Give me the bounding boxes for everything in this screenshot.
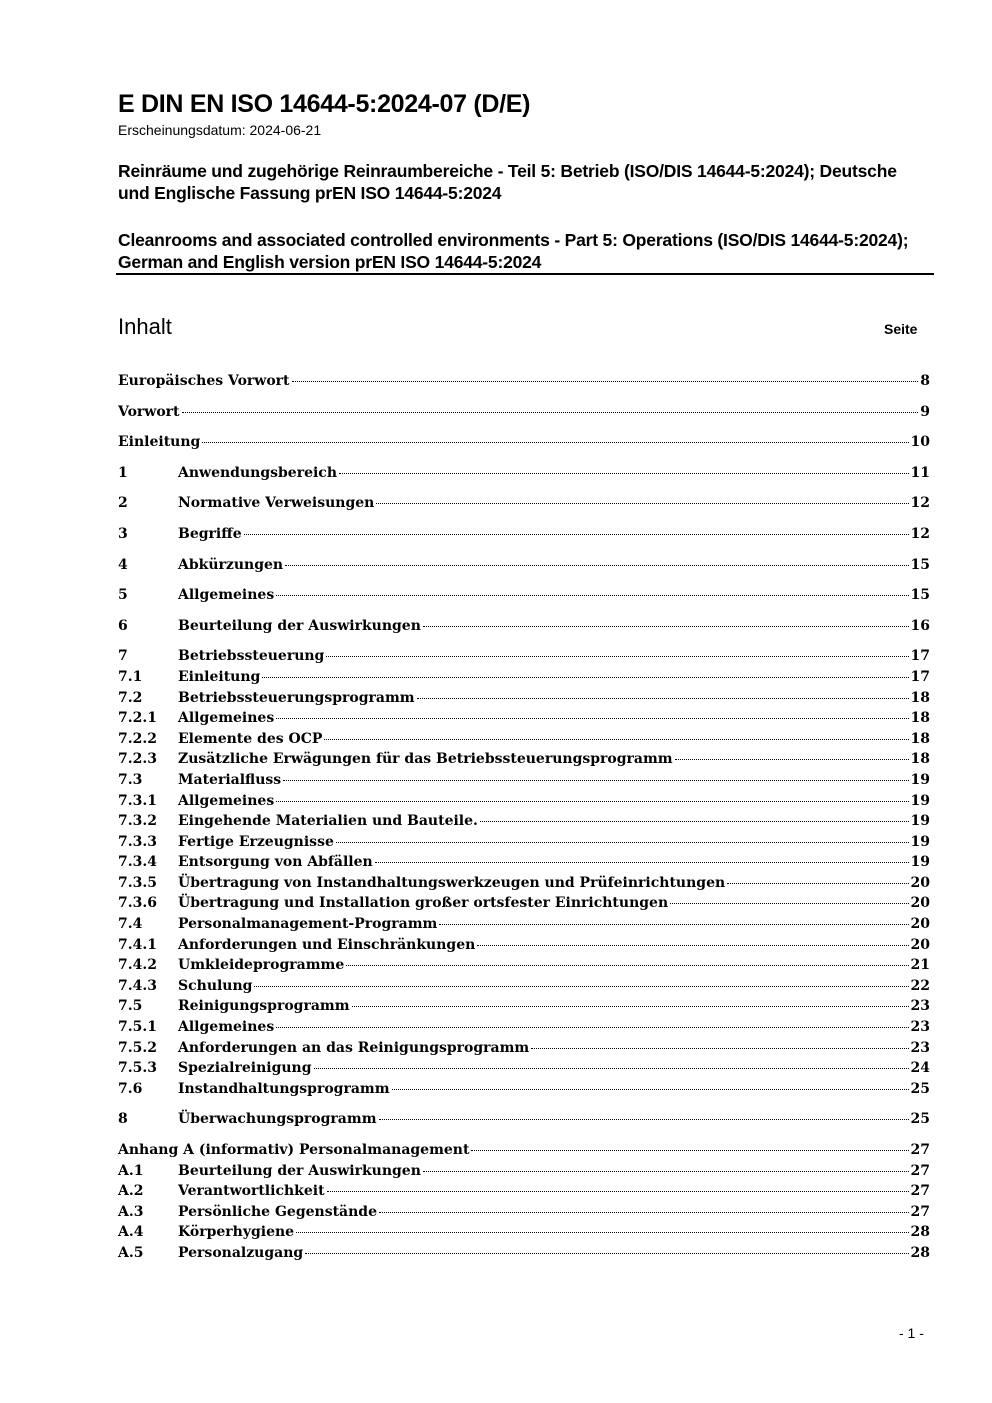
toc-entry-label: Allgemeines — [178, 587, 275, 604]
toc-dot-leader — [244, 534, 909, 535]
toc-entry-page: 19 — [910, 813, 930, 830]
toc-entry-label: Normative Verweisungen — [178, 495, 375, 512]
toc-entry-number: 7.4.3 — [118, 977, 157, 994]
toc-entry-number: 7.2.2 — [118, 730, 157, 747]
toc-entry-number: A.5 — [118, 1244, 144, 1261]
toc-entry-label: Begriffe — [178, 525, 242, 542]
toc-dot-leader — [375, 862, 909, 863]
toc-entry[interactable] — [118, 646, 930, 667]
toc-entry[interactable] — [118, 914, 930, 935]
toc-entry[interactable] — [118, 585, 930, 606]
toc-entry[interactable] — [118, 1017, 930, 1038]
toc-entry[interactable] — [118, 1161, 930, 1182]
toc-entry[interactable] — [118, 616, 930, 637]
toc-entry-number: 5 — [118, 587, 128, 604]
toc-entry[interactable] — [118, 463, 930, 484]
toc-entry-label: Anforderungen an das Reinigungsprogramm — [178, 1039, 530, 1056]
toc-dot-leader — [727, 883, 908, 884]
toc-dot-leader — [283, 780, 908, 781]
toc-entry-page: 27 — [910, 1142, 930, 1158]
toc-dot-leader — [376, 503, 908, 504]
toc-entry-label: Betriebssteuerung — [178, 648, 325, 665]
toc-entry-label: Personalzugang — [178, 1244, 304, 1261]
toc-entry-page: 18 — [910, 751, 930, 768]
toc-entry-number: 1 — [118, 464, 128, 481]
toc-entry-page: 9 — [920, 403, 930, 420]
page-number: - 1 - — [899, 1325, 924, 1341]
toc-entry[interactable] — [118, 555, 930, 576]
subtitle-german: Reinräume und zugehörige Reinraumbereiche - Teil 5: Betrieb (ISO/DIS 14644-5:2024); Deutsche und Englische Fassung prEN ISO 14644-5:2024 — [118, 161, 897, 203]
toc-entry-label: Instandhaltungsprogramm — [178, 1080, 390, 1097]
toc-entry-label: Beurteilung der Auswirkungen — [178, 617, 421, 634]
toc-entry-label: Verantwortlichkeit — [178, 1183, 325, 1200]
toc-entry-page: 21 — [910, 957, 930, 974]
toc-entry-label: Personalmanagement-Programm — [178, 916, 438, 933]
toc-entry-page: 27 — [910, 1203, 930, 1220]
toc-entry-label: Allgemeines — [178, 1019, 275, 1036]
toc-dot-leader — [276, 595, 908, 596]
toc-entry-label: Betriebssteuerungsprogramm — [178, 689, 415, 706]
toc-entry-number: 6 — [118, 617, 128, 634]
toc-entry-label: Übertragung und Installation großer ortsfester Einrichtungen — [178, 895, 669, 912]
toc-page-heading: Seite — [884, 321, 918, 337]
toc-dot-leader — [254, 986, 908, 987]
toc-entry-label: Überwachungsprogramm — [178, 1111, 377, 1128]
toc-entry[interactable] — [118, 976, 930, 997]
toc-entry-number: 7.3.6 — [118, 895, 157, 912]
toc-entry-number: 7.3.3 — [118, 833, 157, 850]
toc-heading: Inhalt — [118, 314, 172, 339]
toc-entry-label: Einleitung — [118, 434, 201, 451]
toc-entry-label: Persönliche Gegenstände — [178, 1203, 377, 1220]
toc-entry-page: 20 — [910, 895, 930, 912]
toc-entry-page: 15 — [910, 556, 930, 573]
toc-entry-page: 8 — [920, 373, 930, 389]
toc-entry-label: Anhang A (informativ) Personalmanagement — [118, 1142, 470, 1158]
toc-entry-page: 15 — [910, 587, 930, 604]
toc-entry[interactable] — [118, 1140, 930, 1161]
toc-dot-leader — [202, 442, 908, 443]
toc-entry-number: 8 — [118, 1111, 128, 1128]
toc-entry[interactable] — [118, 729, 930, 750]
toc-entry[interactable] — [118, 1243, 930, 1264]
toc-entry-page: 11 — [910, 464, 930, 481]
toc-entry-number: 7.3.5 — [118, 874, 157, 891]
toc-entry-label: Eingehende Materialien und Bauteile. — [178, 813, 478, 830]
toc-entry-label: Anwendungsbereich — [178, 464, 337, 481]
toc-entry-label: Entsorgung von Abfällen — [178, 854, 373, 871]
toc-entry-number: A.3 — [118, 1203, 144, 1220]
toc-entry[interactable] — [118, 791, 930, 812]
toc-entry-number: 7.3 — [118, 771, 143, 788]
toc-entry-page: 20 — [910, 916, 930, 933]
toc-entry[interactable] — [118, 1202, 930, 1223]
toc-entry-number: 7.2 — [118, 689, 143, 706]
subtitle-english: Cleanrooms and associated controlled environments - Part 5: Operations (ISO/DIS 14644-5:2024); German and English version prEN ISO 14644-5:2024 — [118, 230, 909, 272]
toc-dot-leader — [336, 842, 909, 843]
toc-dot-leader — [670, 903, 908, 904]
toc-entry-page: 18 — [910, 730, 930, 747]
toc-entry-label: Zusätzliche Erwägungen für das Betriebssteuerungsprogramm — [178, 751, 673, 768]
toc-entry-page: 16 — [910, 617, 930, 634]
toc-entry-number: 7.1 — [118, 668, 143, 685]
toc-dot-leader — [471, 1150, 908, 1151]
toc-entry-number: 7.3.1 — [118, 792, 157, 809]
toc-entry-label: Beurteilung der Auswirkungen — [178, 1162, 421, 1179]
toc-dot-leader — [339, 473, 909, 474]
toc-entry[interactable] — [118, 893, 930, 914]
toc-entry-label: Schulung — [178, 977, 253, 994]
toc-entry-page: 20 — [910, 874, 930, 891]
toc-entry-label: Materialfluss — [178, 771, 282, 788]
toc-entry-page: 28 — [910, 1244, 930, 1261]
toc-entry-label: Körperhygiene — [178, 1224, 295, 1241]
toc-dot-leader — [262, 677, 908, 678]
toc-entry-page: 12 — [910, 495, 930, 512]
toc-entry[interactable] — [118, 832, 930, 853]
toc-entry-label: Spezialreinigung — [178, 1060, 312, 1077]
document-title: E DIN EN ISO 14644-5:2024-07 (D/E) — [118, 90, 531, 118]
toc-entry-number: A.2 — [118, 1183, 144, 1200]
toc-entry[interactable] — [118, 432, 930, 453]
header-divider — [116, 273, 934, 275]
toc-dot-leader — [439, 924, 908, 925]
toc-dot-leader — [346, 965, 908, 966]
toc-dot-leader — [326, 656, 908, 657]
toc-entry-label: Elemente des OCP — [178, 730, 323, 747]
toc-dot-leader — [379, 1119, 909, 1120]
toc-entry-number: 7.3.2 — [118, 813, 157, 830]
toc-entry-label: Umkleideprogramme — [178, 957, 345, 974]
toc-dot-leader — [296, 1232, 908, 1233]
toc-entry-number: 7.3.4 — [118, 854, 157, 871]
toc-entry-number: 7.5.3 — [118, 1060, 157, 1077]
toc-entry[interactable] — [118, 1109, 930, 1130]
toc-dot-leader — [423, 1171, 909, 1172]
toc-entry[interactable] — [118, 770, 930, 791]
toc-dot-leader — [182, 412, 919, 413]
toc-entry-number: 7.5.1 — [118, 1019, 157, 1036]
toc-entry-page: 19 — [910, 792, 930, 809]
toc-entry[interactable] — [118, 708, 930, 729]
toc-entry[interactable] — [118, 1222, 930, 1243]
toc-entry-number: 7.6 — [118, 1080, 143, 1097]
toc-dot-leader — [675, 759, 909, 760]
toc-entry-page: 27 — [910, 1162, 930, 1179]
toc-entry-page: 18 — [910, 689, 930, 706]
toc-entry[interactable] — [118, 873, 930, 894]
toc-entry[interactable] — [118, 852, 930, 873]
toc-entry-page: 19 — [910, 771, 930, 788]
toc-entry-number: 4 — [118, 556, 128, 573]
toc-dot-leader — [314, 1068, 909, 1069]
toc-dot-leader — [327, 1191, 909, 1192]
toc-entry-page: 28 — [910, 1224, 930, 1241]
table-of-contents — [118, 371, 930, 1264]
toc-entry-page: 19 — [910, 854, 930, 871]
toc-entry-label: Allgemeines — [178, 710, 275, 727]
toc-entry-page: 20 — [910, 936, 930, 953]
toc-entry-page: 24 — [910, 1060, 930, 1077]
toc-dot-leader — [292, 381, 919, 382]
toc-entry-page: 17 — [910, 648, 930, 665]
toc-dot-leader — [379, 1212, 909, 1213]
toc-dot-leader — [324, 739, 908, 740]
toc-entry-label: Anforderungen und Einschränkungen — [178, 936, 476, 953]
toc-dot-leader — [531, 1048, 908, 1049]
toc-entry-label: Europäisches Vorwort — [118, 373, 290, 389]
toc-entry[interactable] — [118, 667, 930, 688]
toc-dot-leader — [276, 1027, 908, 1028]
toc-entry-page: 25 — [910, 1111, 930, 1128]
toc-dot-leader — [276, 801, 908, 802]
toc-entry-number: 7.4.1 — [118, 936, 157, 953]
toc-entry-page: 23 — [910, 1019, 930, 1036]
toc-entry-number: 7.4 — [118, 916, 143, 933]
toc-dot-leader — [417, 698, 909, 699]
toc-entry-number: 7.4.2 — [118, 957, 157, 974]
toc-entry-number: A.4 — [118, 1224, 144, 1241]
toc-entry-label: Reinigungsprogramm — [178, 998, 350, 1015]
toc-dot-leader — [276, 718, 908, 719]
toc-entry[interactable] — [118, 935, 930, 956]
toc-entry-label: Einleitung — [178, 668, 261, 685]
toc-entry-page: 27 — [910, 1183, 930, 1200]
toc-entry[interactable] — [118, 524, 930, 545]
toc-entry-page: 25 — [910, 1080, 930, 1097]
toc-entry-number: 3 — [118, 525, 128, 542]
toc-entry[interactable] — [118, 996, 930, 1017]
toc-entry-number: 7.2.1 — [118, 710, 157, 727]
toc-entry-page: 22 — [910, 977, 930, 994]
toc-dot-leader — [392, 1089, 909, 1090]
toc-entry[interactable] — [118, 1058, 930, 1079]
toc-dot-leader — [285, 565, 908, 566]
toc-entry-page: 17 — [910, 668, 930, 685]
toc-entry-page: 19 — [910, 833, 930, 850]
toc-entry[interactable] — [118, 749, 930, 770]
toc-entry-label: Abkürzungen — [178, 556, 284, 573]
toc-entry-label: Übertragung von Instandhaltungswerkzeugen und Prüfeinrichtungen — [178, 874, 726, 891]
toc-entry-number: 2 — [118, 495, 128, 512]
toc-dot-leader — [352, 1006, 909, 1007]
toc-entry-page: 18 — [910, 710, 930, 727]
toc-dot-leader — [477, 945, 908, 946]
toc-entry-number: 7.5.2 — [118, 1039, 157, 1056]
toc-entry-number: 7 — [118, 648, 128, 665]
toc-entry[interactable] — [118, 493, 930, 514]
toc-dot-leader — [305, 1253, 908, 1254]
toc-entry[interactable] — [118, 688, 930, 709]
toc-entry-number: 7.5 — [118, 998, 143, 1015]
toc-dot-leader — [423, 626, 909, 627]
toc-entry-page: 12 — [910, 525, 930, 542]
toc-entry[interactable] — [118, 1181, 930, 1202]
toc-entry-page: 23 — [910, 1039, 930, 1056]
toc-dot-leader — [480, 821, 909, 822]
toc-entry[interactable] — [118, 811, 930, 832]
toc-entry-label: Vorwort — [118, 403, 180, 420]
toc-entry-number: A.1 — [118, 1162, 144, 1179]
toc-entry-number: 7.2.3 — [118, 751, 157, 768]
toc-entry-page: 10 — [910, 434, 930, 451]
publication-date: Erscheinungsdatum: 2024-06-21 — [118, 122, 322, 138]
toc-entry[interactable] — [118, 1079, 930, 1100]
toc-entry[interactable] — [118, 371, 930, 392]
toc-entry-page: 23 — [910, 998, 930, 1015]
toc-entry-label: Fertige Erzeugnisse — [178, 833, 334, 850]
toc-entry-label: Allgemeines — [178, 792, 275, 809]
toc-entry[interactable] — [118, 1038, 930, 1059]
toc-entry[interactable] — [118, 402, 930, 423]
toc-entry[interactable] — [118, 955, 930, 976]
